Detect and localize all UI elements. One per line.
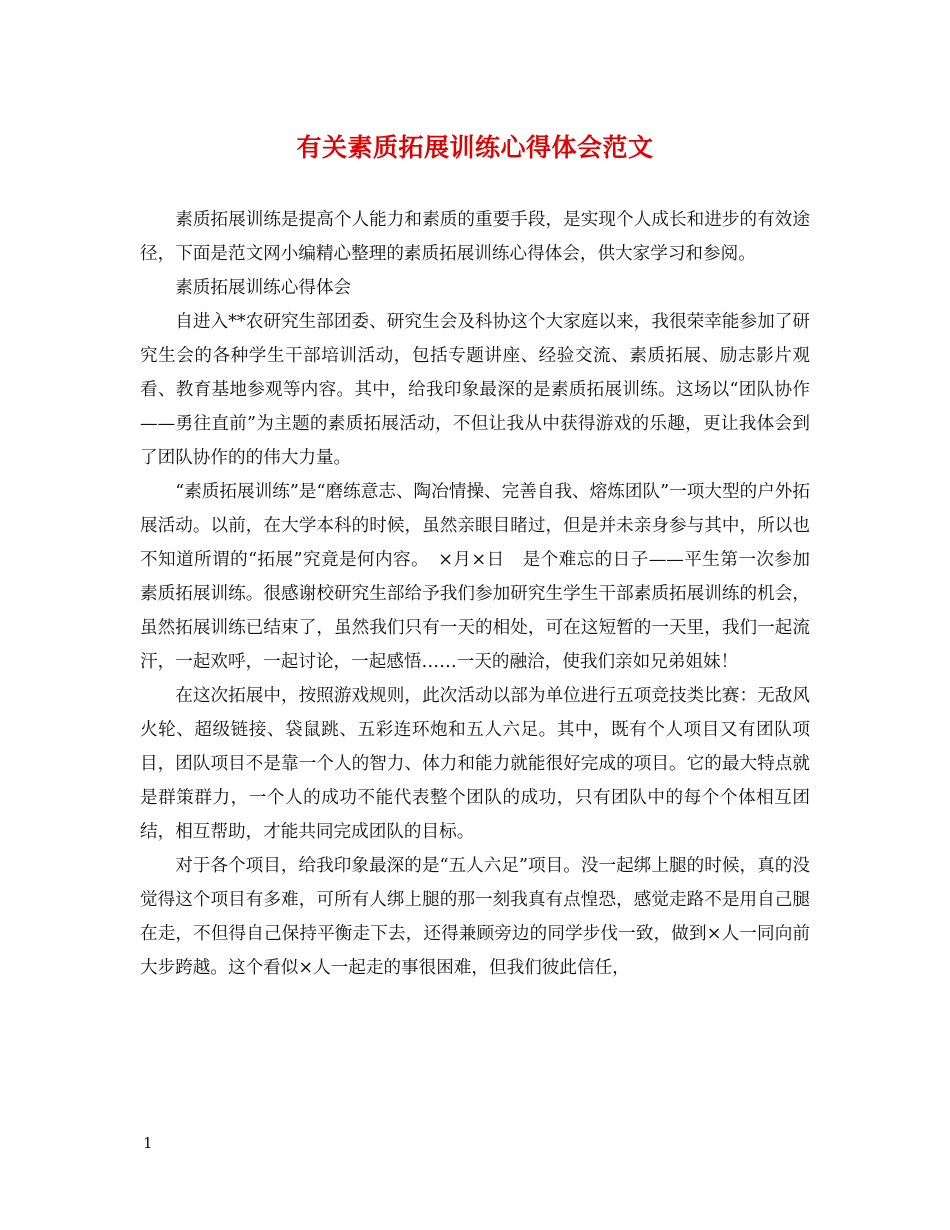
document-title: 有关素质拓展训练心得体会范文 <box>296 133 654 162</box>
document-body <box>140 203 810 985</box>
paragraph-4: 对于各个项目，给我印象最深的是“五人六足”项目。没一起绑上腿的时候，真的没觉得这个项目有多难，可所有人绑上腿的那一刻我真有点惶恐，感觉走路不是用自己腿在走，不但得自己保持平衡走下去，还得兼顾旁边的同学步伐一致，做到×人一同向前大步跨越。这个看似×人一起走的事很困难，但我们彼此信任， <box>140 856 810 978</box>
paragraph-intro: 素质拓展训练是提高个人能力和素质的重要手段，是实现个人成长和进步的有效途径，下面是范文网小编精心整理的素质拓展训练心得体会，供大家学习和参阅。 <box>140 210 810 264</box>
paragraph-3: 在这次拓展中，按照游戏规则，此次活动以部为单位进行五项竞技类比赛：无敌风火轮、超级链接、袋鼠跳、五彩连环炮和五人六足。其中，既有个人项目又有团队项目，团队项目不是靠一个人的智力、体力和能力就能很好完成的项目。它的最大特点就是群策群力，一个人的成功不能代表整个团队的成功，只有团队中的每个个体相互团结，相互帮助，才能共同完成团队的目标。 <box>140 686 810 842</box>
paragraph-2: “素质拓展训练”是“磨练意志、陶冶情操、完善自我、熔炼团队”一项大型的户外拓展活动。以前，在大学本科的时候，虽然亲眼目睹过，但是并未亲身参与其中，所以也不知道所谓的“拓展”究竟是何内容。 ×月×日 是个难忘的日子——平生第一次参加素质拓展训练。很感谢校研究生部给予我们参加研究生学生干部素质拓展训练的机会，虽然拓展训练已结束了，虽然我们只有一天的相处，可在这短暂的一天里，我们一起流汗，一起欢呼，一起讨论，一起感悟……一天的融洽，使我们亲如兄弟姐妹！ <box>140 482 810 672</box>
section-heading: 素质拓展训练心得体会 <box>175 278 352 298</box>
page-number: 1 <box>143 1134 153 1152</box>
paragraph-1: 自进入**农研究生部团委、研究生会及科协这个大家庭以来，我很荣幸能参加了研究生会的各种学生干部培训活动，包括专题讲座、经验交流、素质拓展、励志影片观看、教育基地参观等内容。其中，给我印象最深的是素质拓展训练。这场以“团队协作——勇往直前”为主题的素质拓展活动，不但让我从中获得游戏的乐趣，更让我体会到了团队协作的的伟大力量。 <box>140 312 810 468</box>
